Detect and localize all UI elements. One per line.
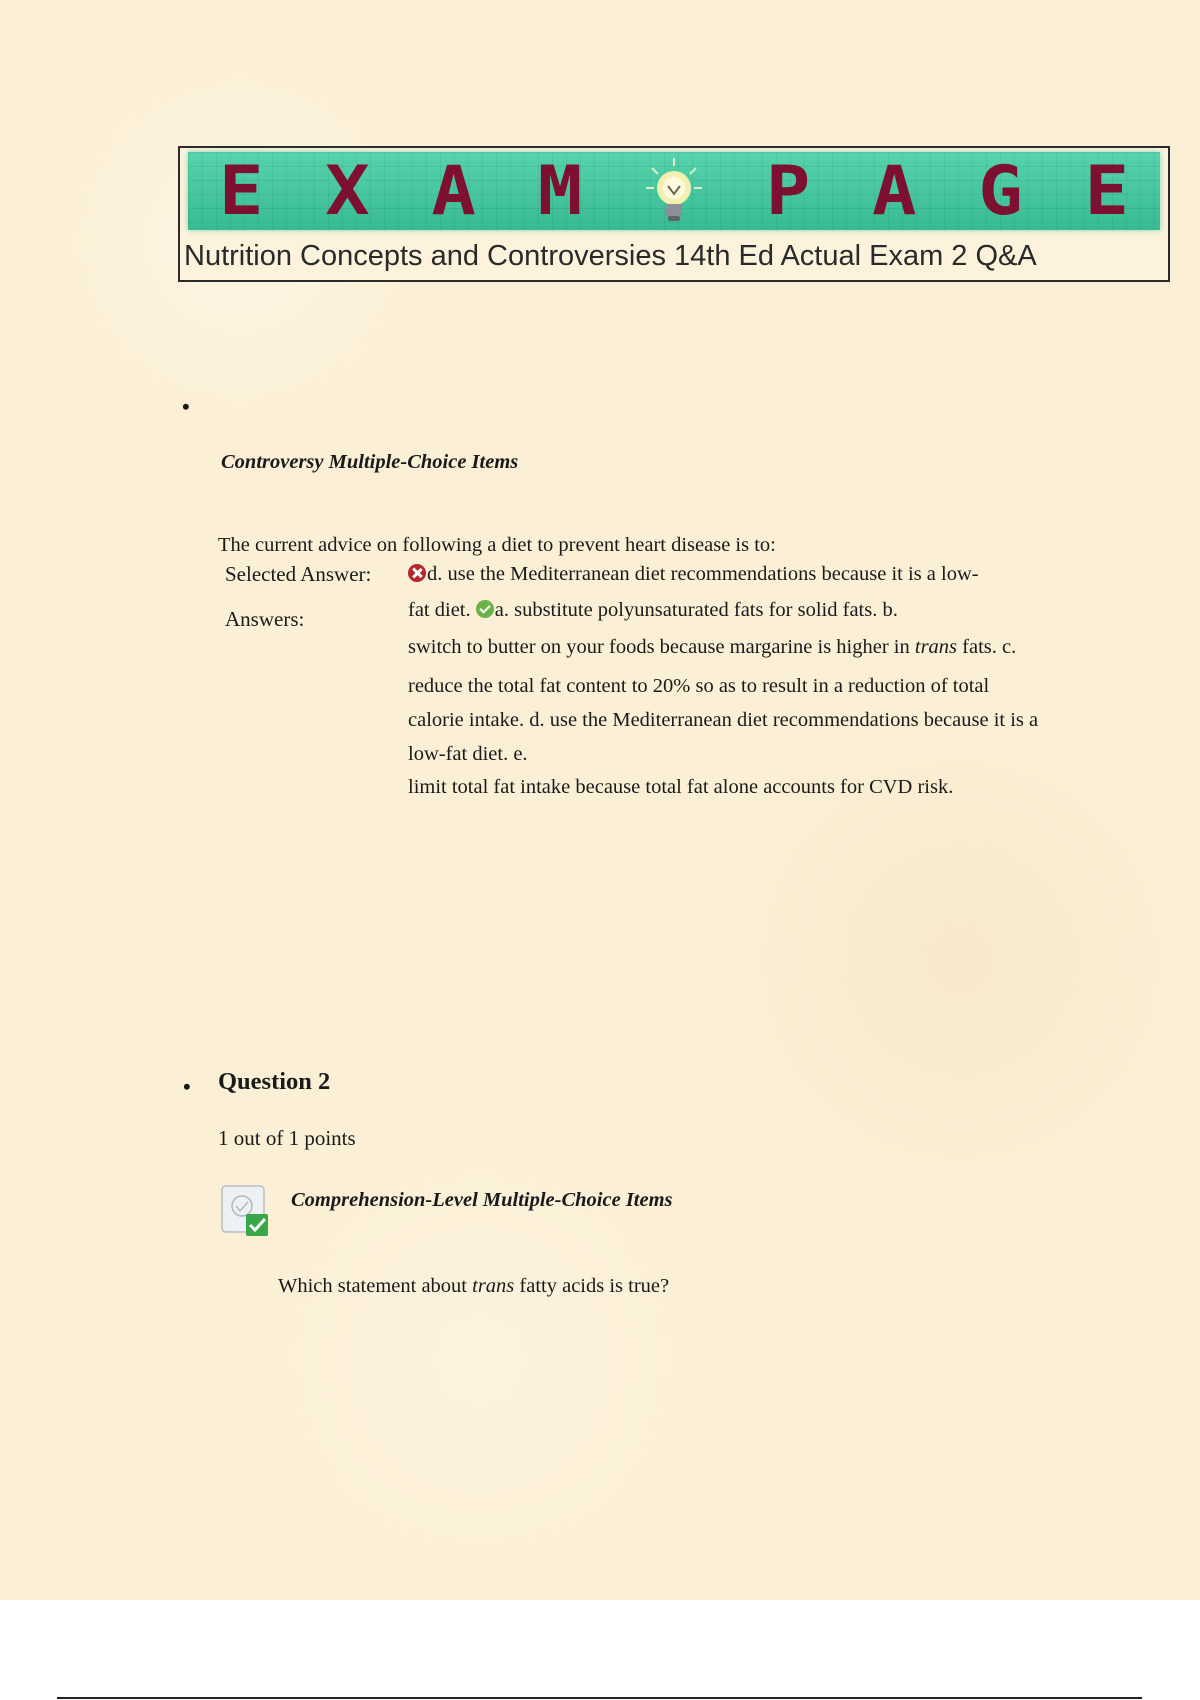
points-score: 1 out of 1 points <box>218 1126 356 1150</box>
answer-text: d. use the Mediterranean diet recommendations because it is a low- <box>427 563 979 585</box>
incorrect-icon <box>408 564 426 582</box>
section-title: Controversy Multiple-Choice Items <box>221 451 519 473</box>
banner-letter: G <box>978 151 1023 231</box>
list-bullet: • <box>183 1074 191 1099</box>
question-text-part: Which statement about <box>278 1275 473 1297</box>
question-text-italic: trans <box>472 1275 515 1297</box>
banner-letter: A <box>871 151 917 231</box>
answer-text: fats. c. <box>957 636 1017 658</box>
answer-line: reduce the total fat content to 20% so as to result in a reduction of total <box>408 675 990 697</box>
section-title: Comprehension-Level Multiple-Choice Items <box>291 1189 673 1211</box>
banner-letter: M <box>537 151 583 231</box>
graded-item-icon <box>220 1184 272 1238</box>
question-text-part: fatty acids is true? <box>514 1275 670 1297</box>
banner-letter: E <box>218 151 264 231</box>
lightbulb-icon <box>644 156 704 226</box>
answer-line <box>408 599 898 622</box>
banner-letter: E <box>1084 151 1130 231</box>
answer-line: low-fat diet. e. <box>408 743 528 765</box>
question-heading: Question 2 <box>218 1068 331 1095</box>
answer-text: switch to butter on your foods because margarine is higher in <box>408 636 915 658</box>
answer-line: limit total fat intake because total fat alone accounts for CVD risk. <box>408 776 954 798</box>
answer-text: a. substitute polyunsaturated fats for solid fats. b. <box>494 599 898 621</box>
list-bullet: • <box>182 394 190 419</box>
footer-divider <box>57 1697 1142 1699</box>
correct-icon <box>476 600 494 618</box>
answer-line: calorie intake. d. use the Mediterranean diet recommendations because it is a <box>408 709 1039 731</box>
answer-text: fat diet. <box>408 599 476 621</box>
exam-page-banner <box>188 152 1160 230</box>
question-text <box>278 1275 669 1298</box>
banner-letter: A <box>431 151 476 231</box>
banner-letter: P <box>765 151 811 231</box>
document-title: Nutrition Concepts and Controversies 14th Ed Actual Exam 2 Q&A <box>184 240 1037 272</box>
answer-text-italic: trans <box>914 636 958 658</box>
question-text: The current advice on following a diet to prevent heart disease is to: <box>218 534 776 556</box>
answer-line <box>408 636 1016 659</box>
answer-line <box>408 563 979 586</box>
selected-answer-label: Selected Answer: <box>225 562 372 586</box>
header-box <box>178 146 1170 282</box>
answers-label: Answers: <box>225 607 305 631</box>
banner-letter: X <box>325 151 370 231</box>
